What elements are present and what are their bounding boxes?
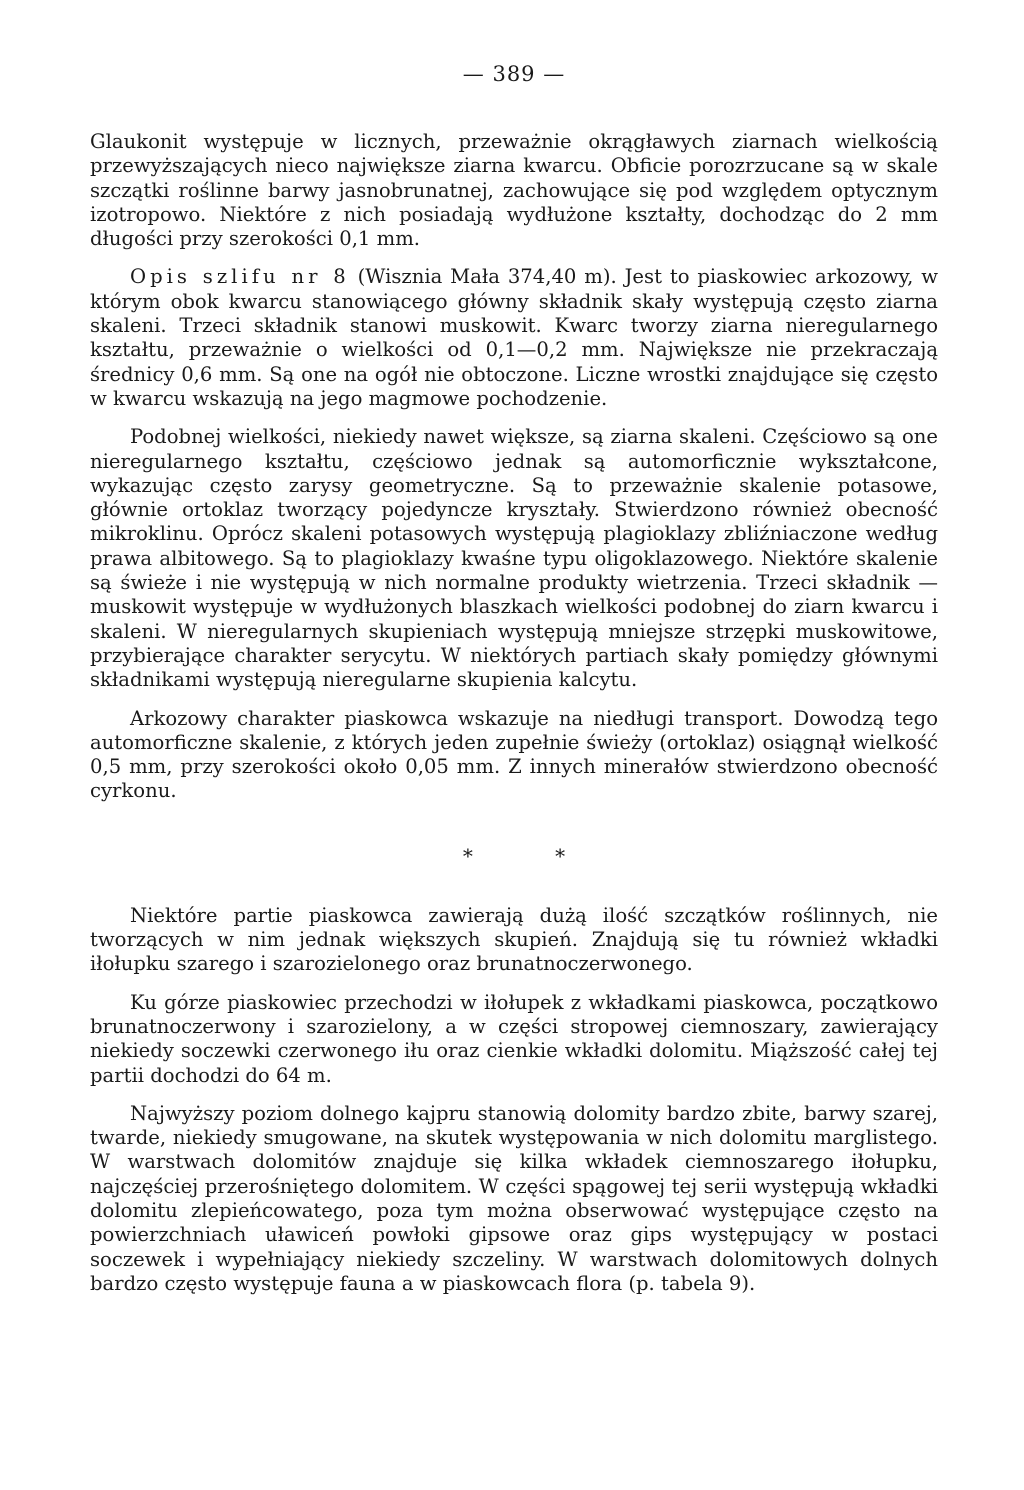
document-page xyxy=(90,62,938,1296)
paragraph-skalenie: Podobnej wielkości, niekiedy nawet większe, są ziarna skaleni. Częściowo są one nieregularnego kształtu, częściowo jednak są automorficznie wykształcone, wykazując często zarysy geometryczne. Są to przeważnie skalenie potasowe, głównie ortoklaz tworzący pojedyncze kryształy. Stwierdzono również obecność mikroklinu. Oprócz skaleni potasowych występują plagioklazy zbliźniaczone według prawa albitowego. Są to plagioklazy kwaśne typu oligoklazowego. Niektóre skalenie są świeże i nie występują w nich normalne produkty wietrzenia. Trzeci składnik — muskowit występuje w wydłużonych blaszkach wielkości podobnej do ziarn kwarcu i skaleni. W nieregularnych skupieniach występują mniejsze strzępki muskowitowe, przybierające charakter serycytu. W niektórych partiach skały pomiędzy głównymi składnikami występują nieregularne skupienia kalcytu. xyxy=(90,425,938,692)
paragraph-partie-piaskowca: Niektóre partie piaskowca zawierają dużą ilość szczątków roślinnych, nie tworzących w nim jednak większych skupień. Znajdują się tu również wkładki iłołupku szarego i szarozielonego oraz brunatnoczerwonego. xyxy=(90,903,938,976)
paragraph-opis-szlifu-body: (Wisznia Mała 374,40 m). Jest to piaskowiec arkozowy, w którym obok kwarcu stanowiącego główny składnik skały występują często ziarna skaleni. Trzeci składnik stanowi muskowit. Kwarc tworzy ziarna nieregularnego kształtu, przeważnie o wielkości od 0,1—0,2 mm. Największe nie przekraczają średnicy 0,6 mm. Są one na ogół nie obtoczone. Liczne wrostki znajdujące się często w kwarcu wskazują na jego magmowe pochodzenie. xyxy=(90,265,938,410)
paragraph-opis-szlifu xyxy=(90,265,938,411)
paragraph-ilolupek: Ku górze piaskowiec przechodzi w iłołupek z wkładkami piaskowca, początkowo brunatnoczerwony i szarozielony, a w części stropowej ciemnoszary, zawierający niekiedy soczewki czerwonego iłu oraz cienkie wkładki dolomitu. Miąższość całej tej partii dochodzi do 64 m. xyxy=(90,990,938,1087)
paragraph-arkozowy-charakter: Arkozowy charakter piaskowca wskazuje na niedługi transport. Dowodzą tego automorficzne skalenie, z których jeden zupełnie świeży (ortoklaz) osiągnął wielkość 0,5 mm, przy szerokości około 0,05 mm. Z innych minerałów stwierdzono obecność cyrkonu. xyxy=(90,706,938,803)
paragraph-glaukonit: Glaukonit występuje w licznych, przeważnie okrągławych ziarnach wielkością przewyższających nieco największe ziarna kwarcu. Obficie porozrzucane są w skale szczątki roślinne barwy jasnobrunatnej, zachowujące się pod względem optycznym izotropowo. Niektóre z nich posiadają wydłużone kształty, dochodząc do 2 mm długości przy szerokości 0,1 mm. xyxy=(90,130,938,251)
section-lead-label: Opis szlifu nr 8 xyxy=(130,265,350,289)
paragraph-dolomity: Najwyższy poziom dolnego kajpru stanowią dolomity bardzo zbite, barwy szarej, twarde, niekiedy smugowane, na skutek występowania w nich dolomitu marglistego. W warstwach dolomitów znajduje się kilka wkładek ciemnoszarego iłołupku, najczęściej przerośniętego dolomitem. W części spągowej tej serii występują wkładki dolomitu zlepieńcowatego, poza tym można obserwować występujące często na powierzchniach uławiceń powłoki gipsowe oraz gips występujący w postaci soczewek i wypełniający niekiedy szczeliny. W warstwach dolomitowych dolnych bardzo często występuje fauna a w piaskowcach flora (p. tabela 9). xyxy=(90,1101,938,1295)
section-separator: * * xyxy=(462,843,604,868)
page-number: — 389 — xyxy=(462,62,566,86)
